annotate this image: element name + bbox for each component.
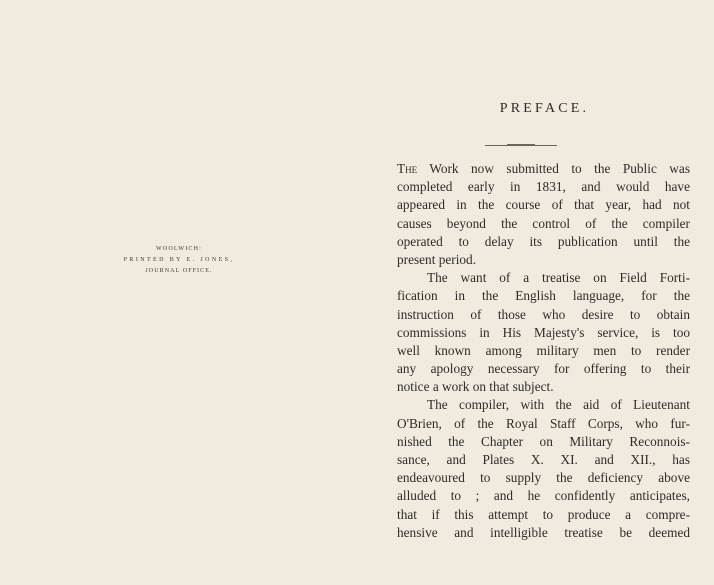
page-title: PREFACE. bbox=[499, 101, 590, 116]
text-line: sance, and Plates X. XI. and XII., has bbox=[397, 452, 690, 467]
text-line: commissions in His Majesty's service, is too bbox=[397, 324, 690, 340]
text-line: well known among military men to render bbox=[397, 342, 690, 358]
text-line: alluded to ; and he confidently anticipates, bbox=[397, 488, 690, 504]
text-line: The compiler, with the aid of Lieutenant bbox=[427, 397, 690, 413]
imprint-printer: PRINTED BY E. JONES, bbox=[123, 257, 235, 263]
text-line: O'Brien, of the Royal Staff Corps, who fur- bbox=[397, 415, 690, 431]
title-rule bbox=[485, 145, 557, 146]
text-line: hensive and intelligible treatise be deemed bbox=[397, 524, 690, 540]
right-page bbox=[357, 0, 714, 585]
text-line: nished the Chapter on Military Reconnois- bbox=[397, 433, 690, 449]
imprint-office: JOURNAL OFFICE. bbox=[145, 268, 213, 274]
text-line: completed early in 1831, and would have bbox=[397, 179, 690, 195]
text-line: endeavoured to supply the deficiency above bbox=[397, 470, 690, 486]
opening-word: The bbox=[397, 161, 418, 176]
text-line: any apology necessary for offering to their bbox=[397, 361, 690, 377]
text-line: notice a work on that subject. bbox=[397, 379, 554, 395]
text-line: The Work now submitted to the Public was bbox=[397, 161, 690, 176]
text-line: causes beyond the control of the compiler bbox=[397, 215, 690, 231]
text-line: that if this attempt to produce a compre- bbox=[397, 506, 690, 522]
preface-text bbox=[397, 160, 690, 542]
printer-imprint bbox=[104, 244, 254, 277]
text-line: instruction of those who desire to obtain bbox=[397, 306, 690, 322]
text-line: present period. bbox=[397, 251, 477, 267]
imprint-place: WOOLWICH: bbox=[155, 246, 202, 252]
text-line: operated to delay its publication until the bbox=[397, 233, 690, 249]
text-line: fication in the English language, for the bbox=[397, 288, 690, 304]
text-line: appeared in the course of that year, had not bbox=[397, 197, 690, 213]
text-line: The want of a treatise on Field Forti- bbox=[427, 270, 690, 286]
